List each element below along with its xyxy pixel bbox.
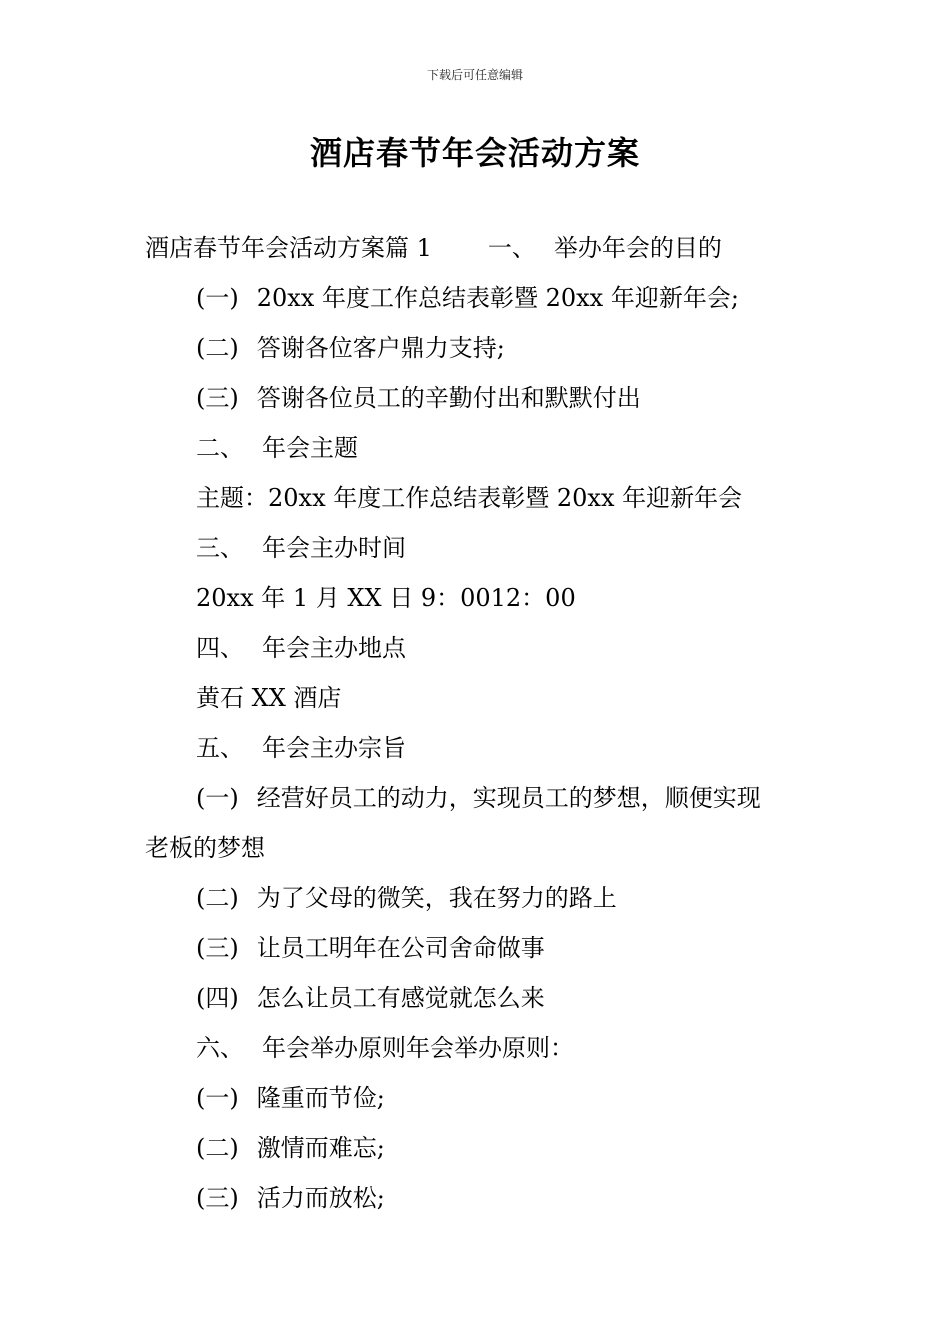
section-heading (196, 633, 406, 663)
document-title: 酒店春节年会活动方案 (309, 134, 640, 172)
intro-section-title: 举办年会的目的 (553, 234, 722, 262)
line-prefix: 二、 (196, 434, 244, 462)
line-prefix: (一) (196, 284, 239, 312)
line-prefix: 六、 (196, 1034, 244, 1062)
paragraph-line (196, 1133, 385, 1163)
section-heading (196, 533, 406, 563)
line-prefix: (二) (196, 334, 239, 362)
paragraph-line (196, 333, 505, 363)
line-prefix: (四) (196, 984, 239, 1012)
header-note: 下载后可任意编辑 (426, 68, 523, 82)
paragraph-line (196, 283, 739, 313)
paragraph-line (196, 383, 641, 413)
line-text: 答谢各位员工的辛勤付出和默默付出 (256, 384, 641, 412)
paragraph-line (196, 783, 761, 813)
paragraph-line: 20xx 年 1 月 XX 日 9：0012：00 (196, 584, 576, 612)
intro-left: 酒店春节年会活动方案篇 1 (145, 234, 432, 262)
line-prefix: (三) (196, 934, 239, 962)
paragraph-line (196, 933, 545, 963)
line-text: 隆重而节俭; (256, 1084, 385, 1112)
paragraph-line (196, 1083, 385, 1113)
intro-section-number: 一、 (487, 234, 536, 262)
line-text: 年会主办时间 (262, 534, 406, 562)
paragraph-line (196, 983, 545, 1013)
line-text: 年会主办宗旨 (262, 734, 406, 762)
line-text: 激情而难忘; (256, 1134, 385, 1162)
line-text: 经营好员工的动力，实现员工的梦想，顺便实现 (256, 784, 761, 812)
line-prefix: 三、 (196, 534, 244, 562)
line-text: 年会主办地点 (262, 634, 406, 662)
line-text: 活力而放松; (256, 1184, 385, 1212)
line-text: 20xx 年度工作总结表彰暨 20xx 年迎新年会; (256, 284, 739, 312)
line-prefix: (二) (196, 1134, 239, 1162)
paragraph-line: 黄石 XX 酒店 (196, 684, 342, 712)
line-prefix: (一) (196, 784, 239, 812)
line-text: 为了父母的微笑，我在努力的路上 (256, 884, 617, 912)
line-prefix: (三) (196, 1184, 239, 1212)
line-prefix: 五、 (196, 734, 244, 762)
section-heading (196, 433, 358, 463)
paragraph-line: 老板的梦想 (145, 834, 265, 862)
paragraph-line (196, 1183, 385, 1213)
section-heading (196, 733, 406, 763)
paragraph-line (196, 883, 617, 913)
line-text: 让员工明年在公司舍命做事 (256, 934, 545, 962)
line-text: 年会举办原则年会举办原则： (262, 1034, 574, 1062)
line-prefix: (二) (196, 884, 239, 912)
section-heading (196, 1033, 574, 1063)
line-text: 答谢各位客户鼎力支持; (256, 334, 505, 362)
line-prefix: (一) (196, 1084, 239, 1112)
line-prefix: (三) (196, 384, 239, 412)
line-prefix: 四、 (196, 634, 244, 662)
line-text: 年会主题 (262, 434, 358, 462)
paragraph-line: 主题：20xx 年度工作总结表彰暨 20xx 年迎新年会 (196, 484, 743, 512)
line-text: 怎么让员工有感觉就怎么来 (256, 984, 545, 1012)
intro-line (145, 233, 722, 263)
